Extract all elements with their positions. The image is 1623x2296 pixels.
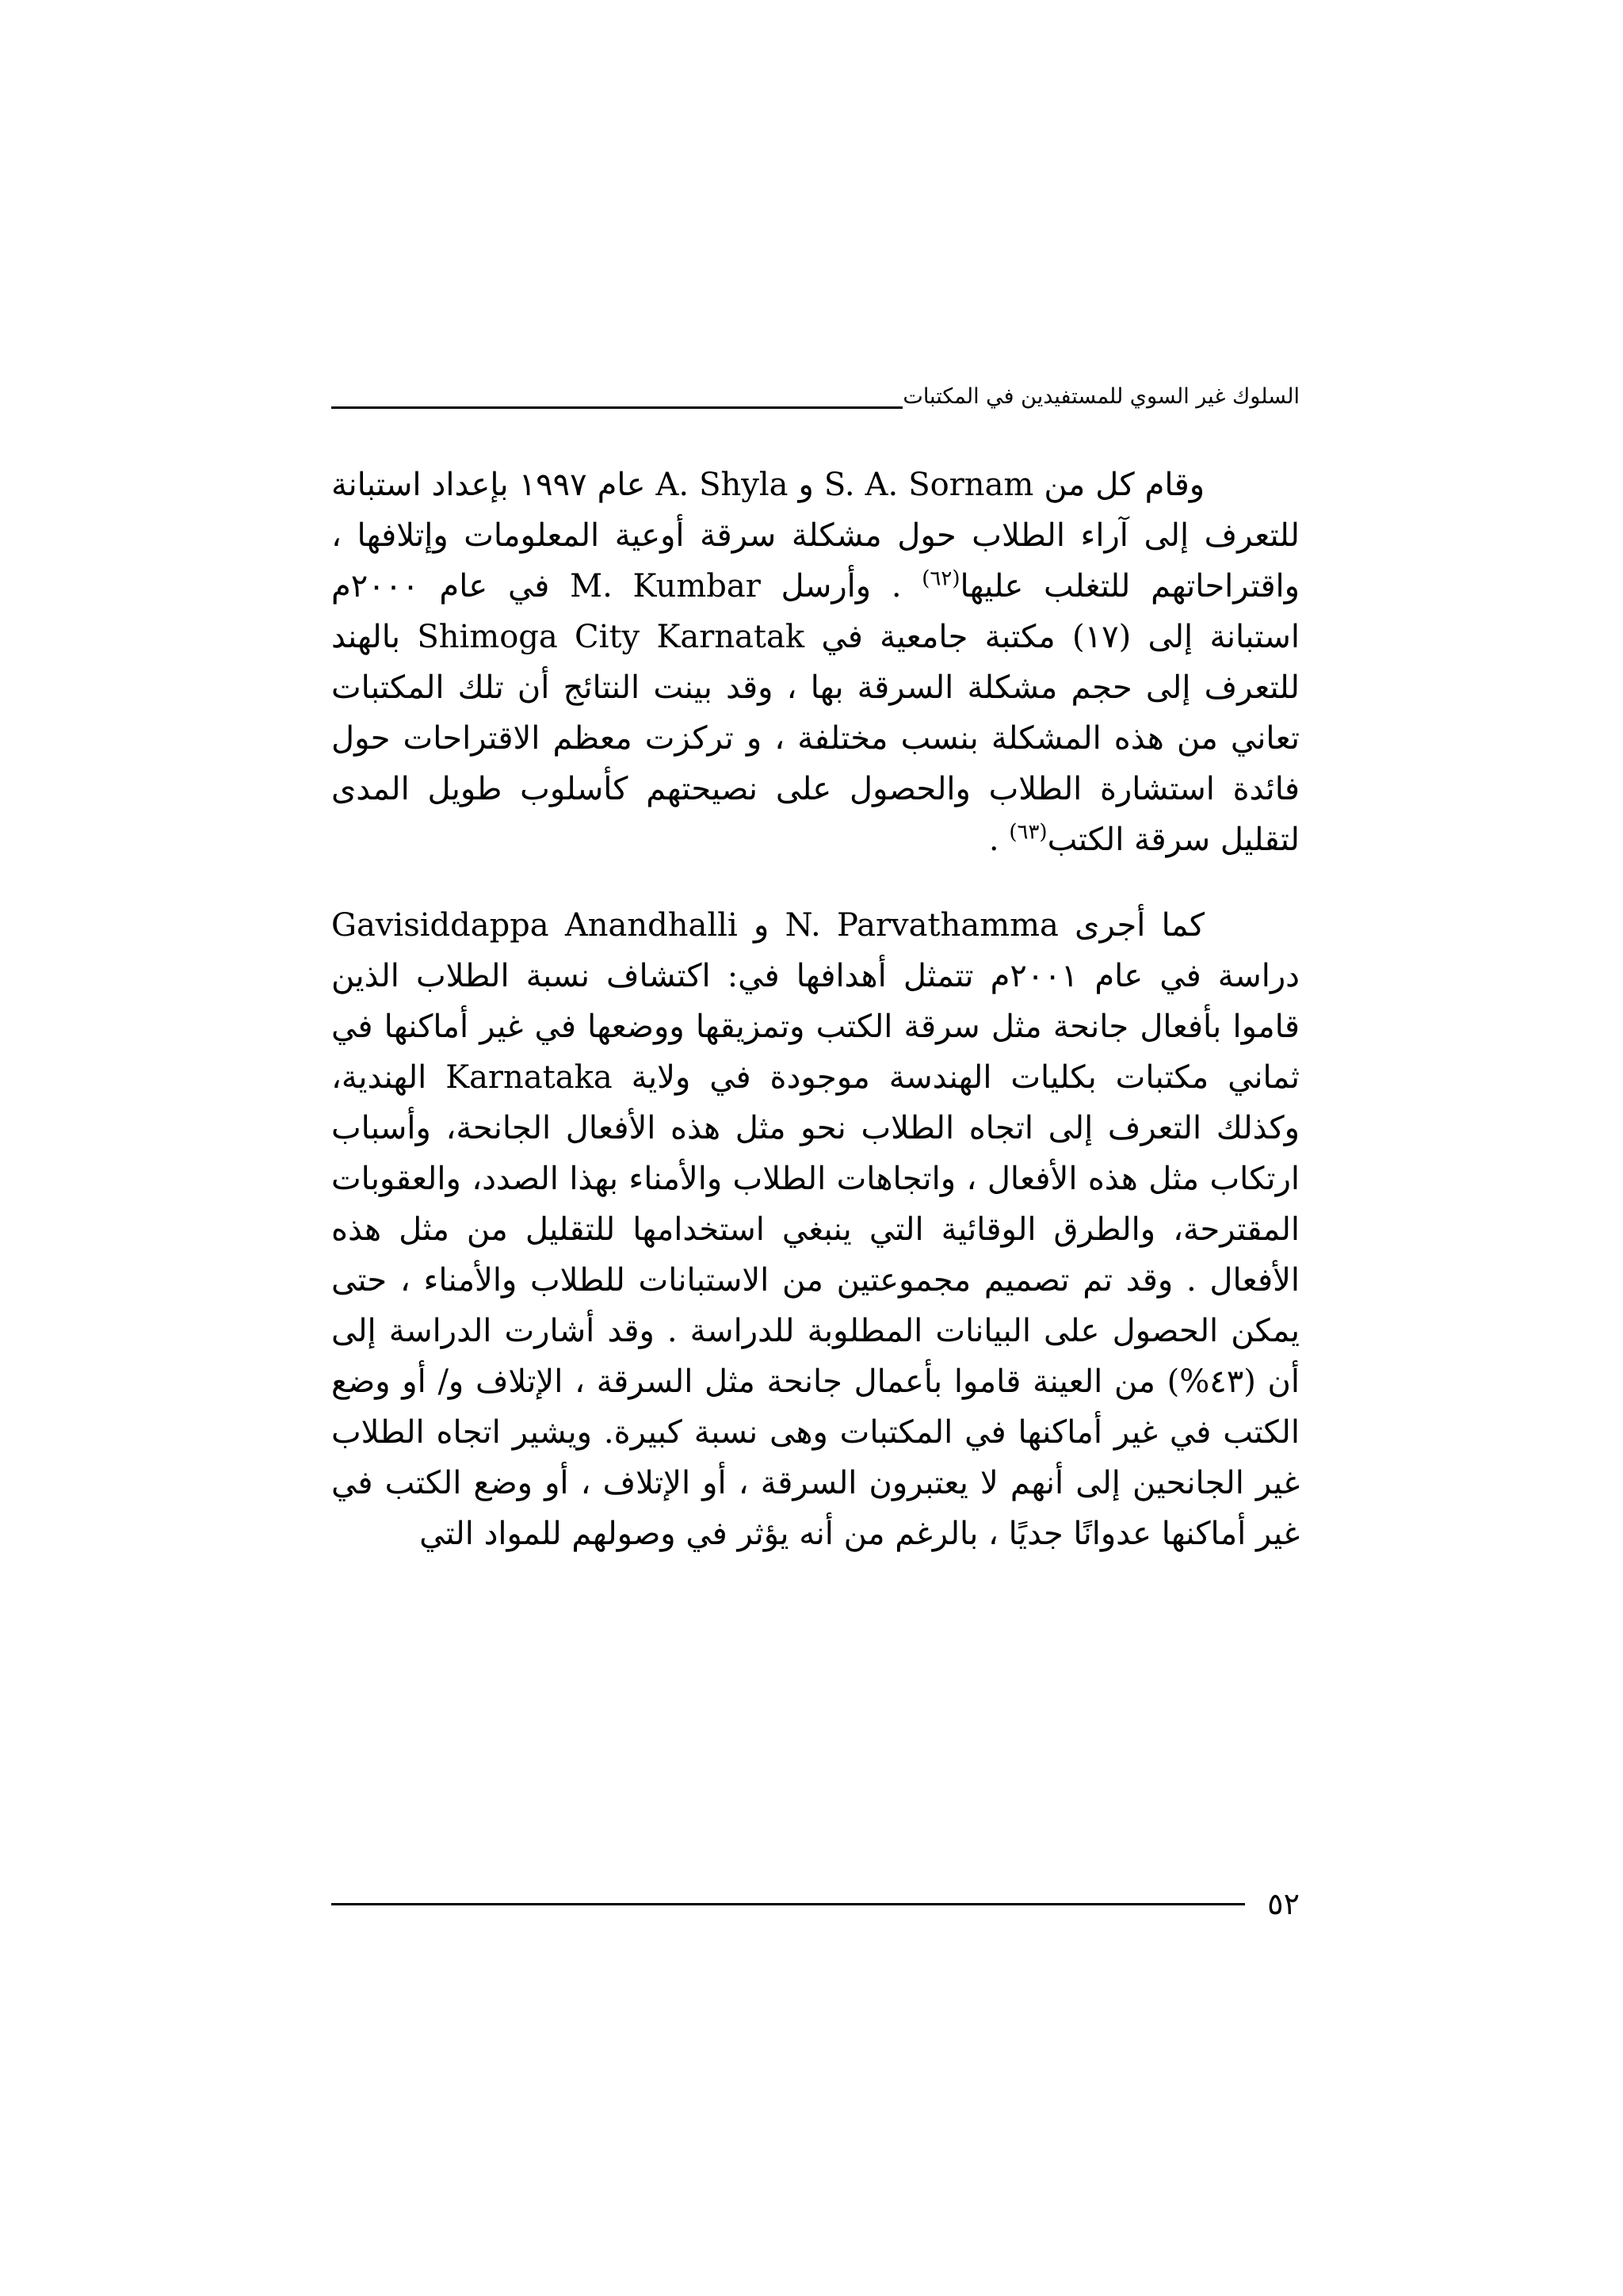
footnote-ref-63: (٦٣) [1009,820,1048,845]
running-header [331,372,1300,412]
paragraph-1-text-a: وقام كل من S. A. Sornam و A. Shyla عام ١٩٩٧ بإعداد استبانة للتعرف إلى آراء الطلاب حول مشكلة سرقة أوعية المعلومات وإتلافها ، واقتراحاتهم للتغلب عليها [331,467,1300,605]
paragraph-1-text-b: . وأرسل M. Kumbar في عام ٢٠٠٠م استبانة إلى (١٧) مكتبة جامعية في Shimoga City Karnatak بالهند للتعرف إلى حجم مشكلة السرقة بها ، وقد بينت النتائج أن تلك المكتبات تعاني من هذه المشكلة بنسب مختلفة ، و تركزت معظم الاقتراحات حول فائدة استشارة الطلاب والحصول على نصيحتهم كأسلوب طويل المدى لتقليل سرقة الكتب [331,568,1300,858]
paragraph-1-text-c: . [988,822,1010,858]
running-header-rule [331,406,903,409]
paragraph-1 [331,460,1300,865]
page-number: ٥٢ [1267,1886,1300,1921]
running-header-title: السلوك غير السوي للمستفيدين في المكتبات [903,384,1300,409]
paragraph-2: كما أجرى N. Parvathamma و Gavisiddappa Anandhalli دراسة في عام ٢٠٠١م تتمثل أهدافها في: اكتشاف نسبة الطلاب الذين قاموا بأفعال جانحة مثل سرقة الكتب وتمزيقها ووضعها في غير أماكنها في ثماني مكتبات بكليات الهندسة موجودة في ولاية Karnataka الهندية، وكذلك التعرف إلى اتجاه الطلاب نحو مثل هذه الأفعال الجانحة، وأسباب ارتكاب مثل هذه الأفعال ، واتجاهات الطلاب والأمناء بهذا الصدد، والعقوبات المقترحة، والطرق الوقائية التي ينبغي استخدامها للتقليل من مثل هذه الأفعال . وقد تم تصميم مجموعتين من الاستبانات للطلاب والأمناء ، حتى يمكن الحصول على البيانات المطلوبة للدراسة . وقد أشارت الدراسة إلى أن (٤٣%) من العينة قاموا بأعمال جانحة مثل السرقة ، الإتلاف و/ أو وضع الكتب في غير أماكنها في المكتبات وهى نسبة كبيرة. ويشير اتجاه الطلاب غير الجانحين إلى أنهم لا يعتبرون السرقة ، أو الإتلاف ، أو وضع الكتب في غير أماكنها عدوانًا جديًا ، بالرغم من أنه يؤثر في وصولهم للمواد التي [331,907,1300,1552]
body-text [331,460,1300,1559]
page-footer [331,1884,1300,1924]
footnote-ref-62: (٦٢) [922,566,960,591]
footer-rule [331,1903,1245,1905]
